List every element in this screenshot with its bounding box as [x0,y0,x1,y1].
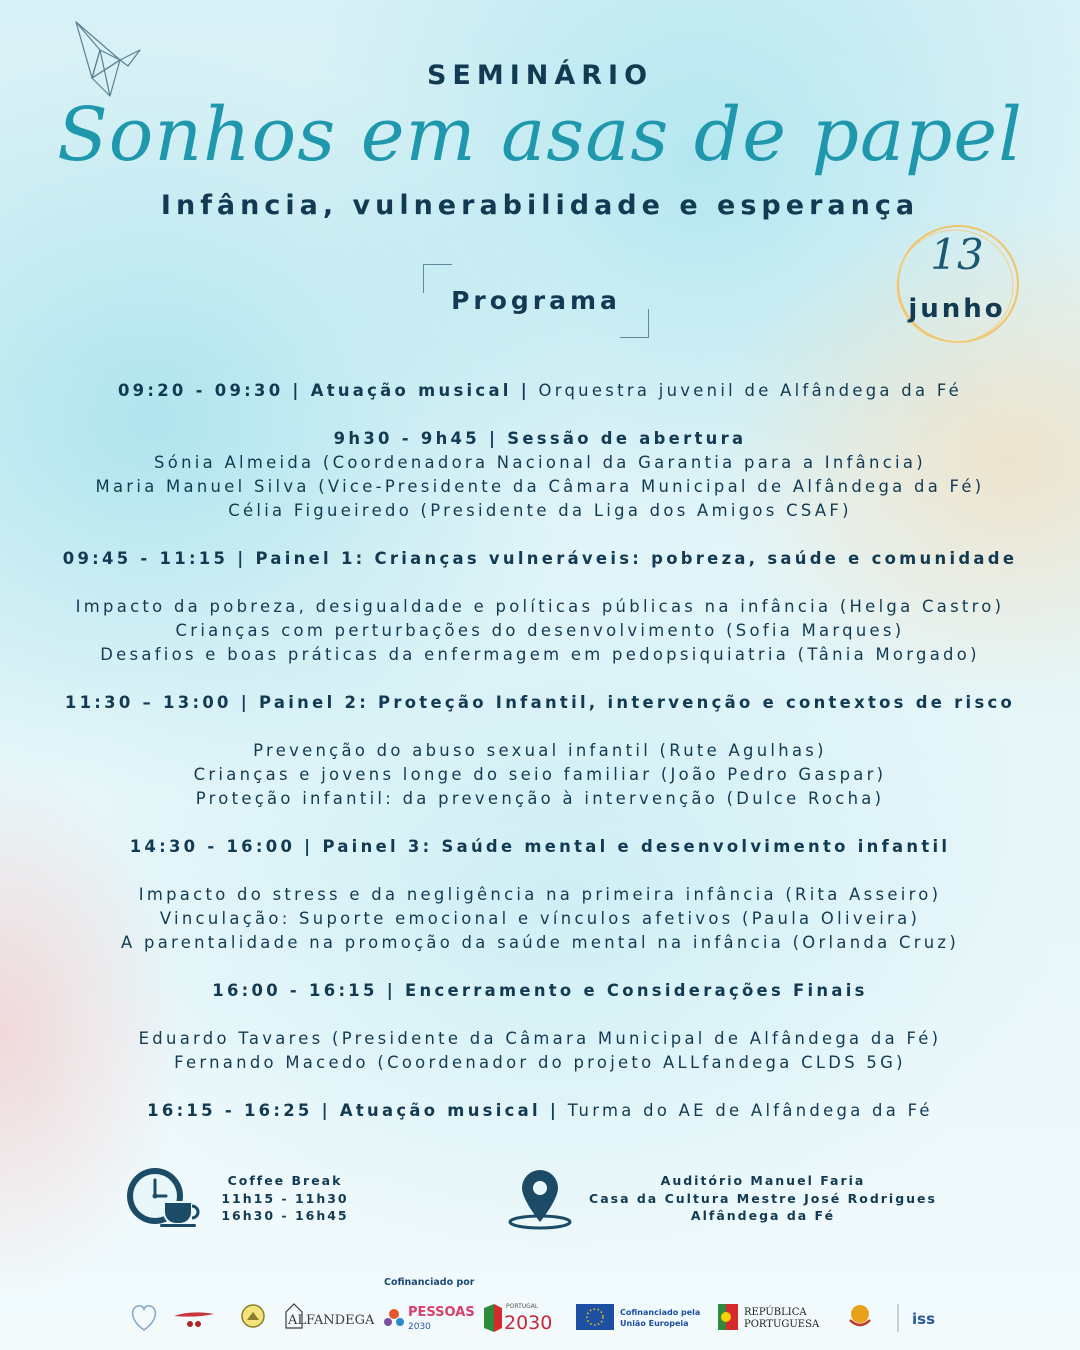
program-spacer [0,955,1080,979]
program-time-title: 09:20 - 09:30 | Atuação musical | [117,381,531,400]
svg-text:iss: iss [912,1310,935,1328]
program-speaker: Crianças e jovens longe do seio familiar (João Pedro Gaspar) [193,765,887,784]
program-speaker: Desafios e boas práticas da enfermagem em pedopsiquiatria (Tânia Morgado) [100,645,980,664]
date-day: 13 [930,230,984,279]
program-speaker: Sónia Almeida (Coordenadora Nacional da Garantia para a Infância) [154,453,926,472]
alfandega-logo-icon [286,1304,375,1328]
program-performer: Orquestra juvenil de Alfândega da Fé [530,381,963,400]
association-logo-icon [174,1312,214,1327]
program-time-title: 16:15 - 16:25 | Atuação musical | [147,1101,560,1120]
coffee-break-slot-1: 11h15 - 11h30 [221,1190,349,1206]
program-speaker: Impacto da pobreza, desigualdade e políticas públicas na infância (Helga Castro) [75,597,1005,616]
iss-logo-icon [912,1310,935,1328]
program-heading: Programa [451,286,621,315]
program-time-title: 11:30 – 13:00 | Painel 2: Proteção Infantil, intervenção e contextos de risco [64,693,1016,712]
program-time-title: 16:00 - 16:15 | Encerramento e Considerações Finais [212,981,868,1000]
date-month: junho [908,294,1006,324]
date-badge [892,222,1022,348]
eu-flag-icon [576,1304,700,1330]
program-time-title: 09:45 - 11:15 | Painel 1: Crianças vulneráveis: pobreza, saúde e comunidade [62,549,1018,568]
program-item-heading [0,379,1080,403]
program-speaker: Crianças com perturbações do desenvolvimento (Sofia Marques) [175,621,905,640]
svg-text:PORTUGAL: PORTUGAL [506,1303,539,1310]
municipality-seal-icon [242,1305,264,1327]
svg-text:2030: 2030 [408,1322,431,1332]
program-time-title: 9h30 - 9h45 | Sessão de abertura [333,429,747,448]
program-speaker: Impacto do stress e da negligência na primeira infância (Rita Asseiro) [138,885,942,904]
coffee-break-info [210,1172,360,1225]
event-kicker: SEMINÁRIO [426,60,654,91]
program-speaker: Maria Manuel Silva (Vice-Presidente da Câmara Municipal de Alfândega da Fé) [95,477,985,496]
program-spacer [0,523,1080,547]
program-item-heading [0,691,1080,715]
program-performer: Turma do AE de Alfândega da Fé [559,1101,933,1120]
venue-town: Alfândega da Fé [690,1208,836,1223]
program-speaker: Prevenção do abuso sexual infantil (Rute Agulhas) [253,741,827,760]
svg-text:Cofinanciado pela: Cofinanciado pela [620,1308,701,1317]
program-speaker: Célia Figueiredo (Presidente da Liga dos Amigos CSAF) [228,501,852,520]
program-spacer [0,571,1080,595]
svg-text:PORTUGUESA: PORTUGUESA [744,1319,820,1330]
venue-name: Auditório Manuel Faria [660,1173,866,1188]
program-spacer [0,1075,1080,1099]
svg-text:ALFANDEGA: ALFANDEGA [288,1313,375,1328]
program-spacer [0,403,1080,427]
program-spacer [0,667,1080,691]
coffee-break-slot-2: 16h30 - 16h45 [221,1208,349,1223]
program-heading-frame [423,264,649,338]
program-speaker: A parentalidade na promoção da saúde mental na infância (Orlanda Cruz) [120,933,960,952]
seguranca-social-logo-icon [850,1305,870,1325]
program-spacer [0,1003,1080,1027]
program-item-heading [0,547,1080,571]
program-item-heading [0,835,1080,859]
pessoas-2030-logo-icon [384,1305,475,1332]
program-time-title: 14:30 - 16:00 | Painel 3: Saúde mental e desenvolvimento infantil [129,837,951,856]
program-spacer [0,859,1080,883]
program-speaker: Fernando Macedo (Coordenador do projeto ALLfandega CLDS 5G) [174,1053,906,1072]
heart-logo-icon [133,1306,156,1330]
venue-building: Casa da Cultura Mestre José Rodrigues [589,1190,937,1206]
event-subtitle: Infância, vulnerabilidade e esperança [160,190,920,221]
program-speaker: Proteção infantil: da prevenção à intervenção (Dulce Rocha) [195,789,885,808]
program-speaker: Eduardo Tavares (Presidente da Câmara Municipal de Alfândega da Fé) [138,1029,942,1048]
svg-text:PESSOAS: PESSOAS [408,1305,475,1320]
program-list [0,379,1080,1123]
svg-text:União Europeia: União Europeia [620,1319,689,1328]
cofinanced-label: Cofinanciado por [384,1277,475,1288]
coffee-break-title: Coffee Break [227,1173,343,1188]
portugal-2030-logo-icon [484,1303,552,1334]
event-title: Sonhos em asas de papel [57,92,1023,178]
svg-text:REPÚBLICA: REPÚBLICA [744,1307,807,1318]
clock-coffee-icon [126,1166,204,1228]
program-spacer [0,715,1080,739]
republica-portuguesa-logo-icon [718,1304,820,1330]
program-item-heading [0,427,1080,451]
program-item-heading [0,1099,1080,1123]
sponsor-logos [128,1298,948,1338]
venue-info [578,1172,948,1225]
location-pin-icon [508,1166,572,1230]
program-spacer [0,811,1080,835]
program-item-heading [0,979,1080,1003]
svg-text:2030: 2030 [504,1312,553,1334]
program-speaker: Vinculação: Suporte emocional e vínculos afetivos (Paula Oliveira) [159,909,921,928]
